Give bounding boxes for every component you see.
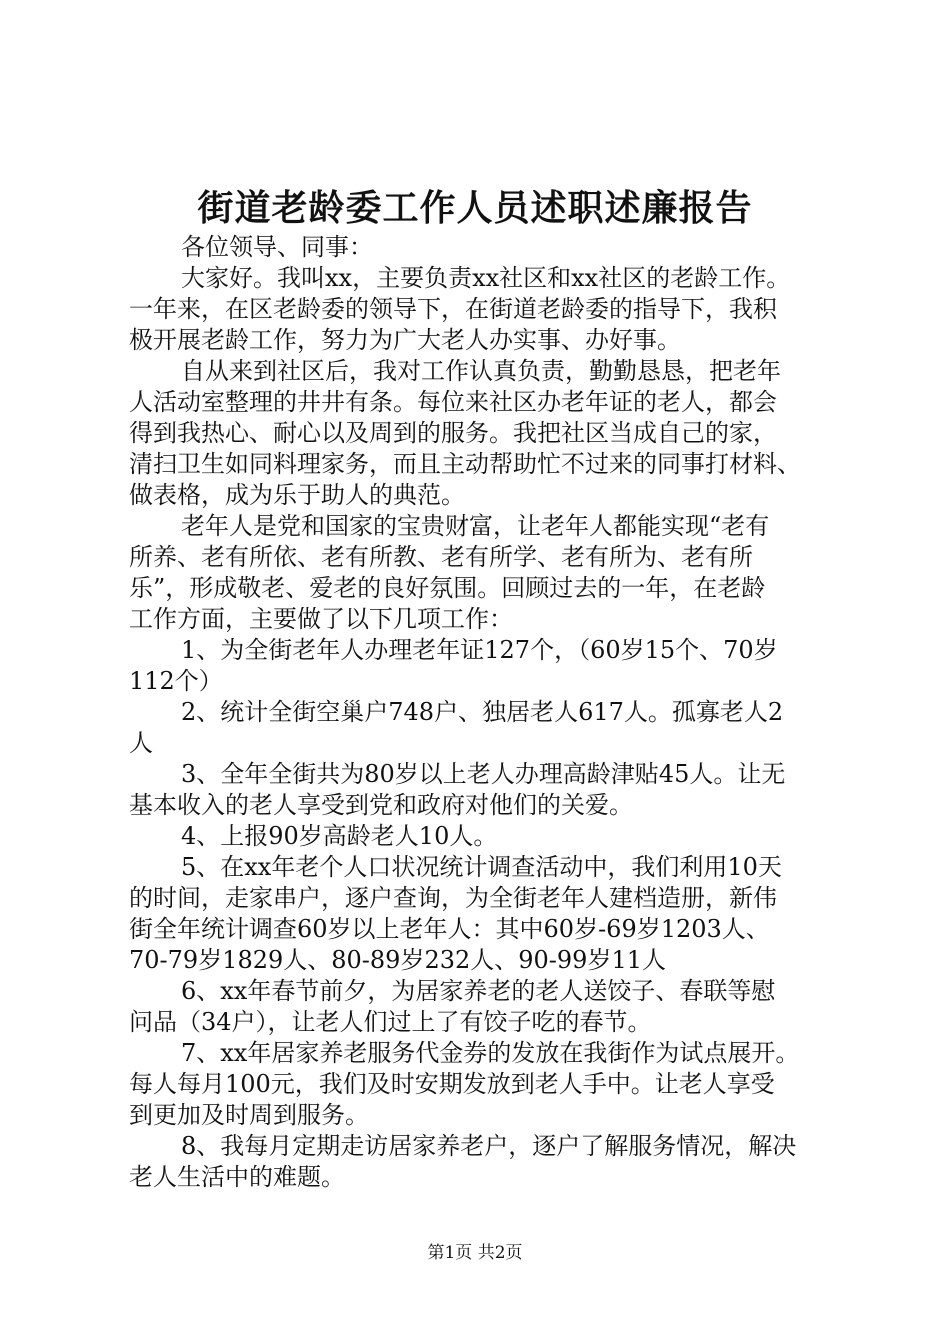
text-line: 自从来到社区后，我对工作认真负责，勤勤恳恳，把老年 [181, 357, 781, 385]
text-line: 到更加及时周到服务。 [129, 1101, 369, 1129]
text-line: 大家好。我叫xx，主要负责xx社区和xx社区的老龄工作。 [181, 264, 791, 292]
text-line: 4、上报90岁高龄老人10人。 [181, 822, 498, 850]
text-line: 6、xx年春节前夕，为居家养老的老人送饺子、春联等慰 [181, 977, 776, 1005]
text-line: 得到我热心、耐心以及周到的服务。我把社区当成自己的家， [129, 419, 777, 447]
text-line: 老年人是党和国家的宝贵财富，让老年人都能实现“老有 [181, 512, 770, 540]
text-line: 所养、老有所依、老有所教、老有所学、老有所为、老有所 [129, 543, 753, 571]
text-line: 每人每月100元，我们及时安期发放到老人手中。让老人享受 [129, 1070, 775, 1098]
text-line: 极开展老龄工作，努力为广大老人办实事、办好事。 [129, 326, 681, 354]
text-line: 112个） [129, 667, 223, 695]
document-title: 街道老龄委工作人员述职述廉报告 [197, 187, 753, 229]
text-line: 做表格，成为乐于助人的典范。 [129, 481, 465, 509]
document-body [129, 232, 841, 1193]
text-line: 8、我每月定期走访居家养老户，逐户了解服务情况，解决 [181, 1132, 797, 1160]
text-line: 乐”，形成敬老、爱老的良好氛围。回顾过去的一年，在老龄 [129, 574, 766, 602]
text-line: 清扫卫生如同料理家务，而且主动帮助忙不过来的同事打材料、 [129, 450, 801, 478]
text-line: 人活动室整理的井井有条。每位来社区办老年证的老人，都会 [129, 388, 777, 416]
text-line: 基本收入的老人享受到党和政府对他们的关爱。 [129, 791, 633, 819]
text-line: 老人生活中的难题。 [129, 1163, 345, 1191]
text-line: 工作方面，主要做了以下几项工作： [129, 605, 513, 633]
text-line: 1、为全街老年人办理老年证127个，（60岁15个、70岁 [181, 636, 778, 664]
text-line: 5、在xx年老个人口状况统计调查活动中，我们利用10天 [181, 853, 782, 881]
text-line: 街全年统计调查60岁以上老年人：其中60岁-69岁1203人、 [129, 915, 770, 943]
text-line: 70-79岁1829人、80-89岁232人、90-99岁11人 [129, 946, 666, 974]
text-line: 各位领导、同事： [181, 233, 373, 261]
text-line: 2、统计全街空巢户748户、独居老人617人。孤寡老人2 [181, 698, 784, 726]
page-footer: 第1页 共2页 [427, 1243, 523, 1263]
text-line: 一年来，在区老龄委的领导下，在街道老龄委的指导下，我积 [129, 295, 777, 323]
text-line: 的时间，走家串户，逐户查询，为全街老年人建档造册，新伟 [129, 884, 777, 912]
text-line: 7、xx年居家养老服务代金券的发放在我街作为试点展开。 [181, 1039, 800, 1067]
text-line: 问品（34户），让老人们过上了有饺子吃的春节。 [129, 1008, 652, 1036]
text-line: 人 [129, 729, 153, 757]
text-line: 3、全年全街共为80岁以上老人办理高龄津贴45人。让无 [181, 760, 786, 788]
